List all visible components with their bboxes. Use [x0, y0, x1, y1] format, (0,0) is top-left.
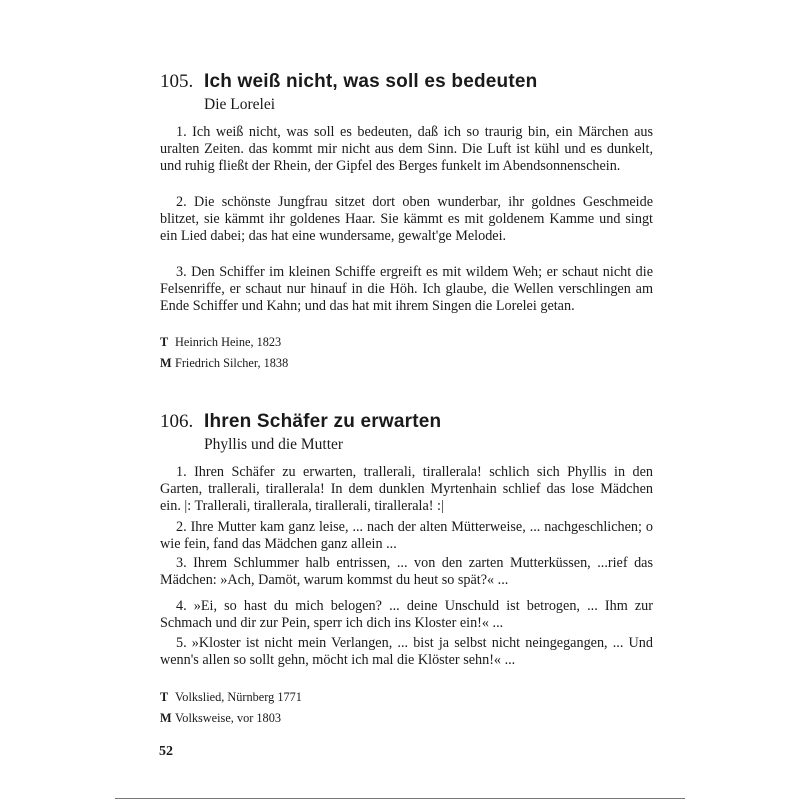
verse-paragraph: 3. Ihrem Schlummer halb entrissen, ... von den zarten Mutterküssen, ...rief das Mädchen: »Ach, Damöt, warum kommst du heut so spät?« ...: [160, 555, 653, 588]
credit-label: M: [160, 356, 172, 370]
credit-text: Volksweise, vor 1803: [175, 711, 282, 725]
credit-label: T: [160, 690, 169, 704]
credit-label: M: [160, 711, 172, 725]
credit-label: T: [160, 335, 169, 349]
song-number: 106.: [160, 411, 194, 432]
verse-paragraph: 4. »Ei, so hast du mich belogen? ... deine Unschuld ist betrogen, ... Ihm zur Schmach und dir zur Pein, sperr ich dich ins Kloster ein!« ...: [160, 598, 653, 631]
melody-credit: [160, 356, 288, 371]
credit-text: Heinrich Heine, 1823: [175, 335, 282, 349]
verse-paragraph: 1. Ihren Schäfer zu erwarten, trallerali, tirallerala! schlich sich Phyllis in den Garten, trallerali, tirallerala! In dem dunklen Myrtenhain schlief das lose Mädchen ein. |: Trallerali, tirallerala, tirallerali, tirallerala! :|: [160, 464, 653, 514]
verse-paragraph: 1. Ich weiß nicht, was soll es bedeuten, daß ich so traurig bin, ein Märchen aus uralten Zeiten. das kommt mir nicht aus dem Sinn. Die Luft ist kühl und es dunkelt, und ruhig fließt der Rhein, der Gipfel des Berges funkelt im Abendsonnenschein.: [160, 124, 653, 174]
song-heading-106: [160, 411, 441, 433]
text-credit: [160, 690, 302, 705]
verse-paragraph: 2. Ihre Mutter kam ganz leise, ... nach der alten Mütterweise, ... nachgeschlichen; o wie fein, fand das Mädchen ganz allein ...: [160, 519, 653, 552]
verse-paragraph: 5. »Kloster ist nicht mein Verlangen, ... bist ja selbst nicht neingegangen, ... Und wenn's allen so sollt gehn, möcht ich mal die Klöster sehn!« ...: [160, 635, 653, 668]
song-subtitle: Die Lorelei: [204, 96, 276, 113]
verse-paragraph: 2. Die schönste Jungfrau sitzet dort oben wunderbar, ihr goldnes Geschmeide blitzet, sie kämmt ihr goldenes Haar. Sie kämmt es mit goldenem Kamme und singt ein Lied dabei; das hat eine wundersame, gewalt'ge Melodei.: [160, 194, 653, 244]
song-number: 105.: [160, 71, 194, 92]
song-title: Ich weiß nicht, was soll es bedeuten: [204, 71, 538, 92]
verse-paragraph: 3. Den Schiffer im kleinen Schiffe ergreift es mit wildem Weh; er schaut nicht die Felsenriffe, er schaut nur hinauf in die Höh. Ich glaube, die Wellen verschlingen am Ende Schiffer und Kahn; und das hat mit ihrem Singen die Lorelei getan.: [160, 264, 653, 314]
page-edge-rule: [115, 798, 685, 799]
song-heading-105: [160, 71, 537, 93]
credit-text: Volkslied, Nürnberg 1771: [175, 690, 302, 704]
credit-text: Friedrich Silcher, 1838: [175, 356, 289, 370]
song-title: Ihren Schäfer zu erwarten: [204, 411, 442, 432]
melody-credit: [160, 711, 281, 726]
page-number: 52: [159, 744, 173, 759]
text-credit: [160, 335, 281, 350]
song-subtitle: Phyllis und die Mutter: [204, 436, 344, 453]
